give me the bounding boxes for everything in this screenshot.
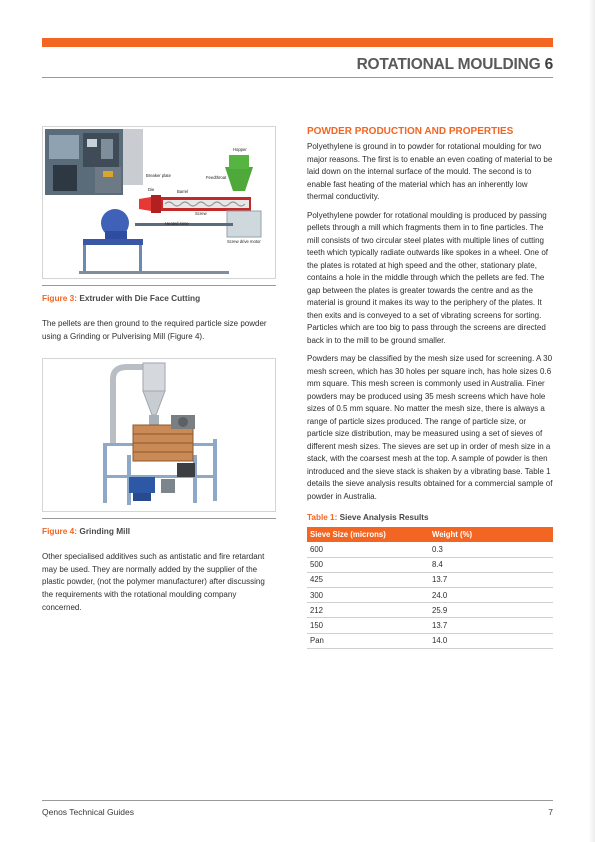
header-section-name: ROTATIONAL MOULDING [356, 56, 541, 73]
figure-4-caption [42, 519, 276, 543]
label-hopper: Hopper [233, 147, 247, 152]
figure-3-caption [42, 286, 276, 310]
table-row [307, 618, 553, 633]
table-header-sieve-size: Sieve Size (microns) [307, 527, 429, 542]
grinding-mill-illustration [43, 359, 275, 511]
footer-page-number: 7 [548, 807, 553, 817]
left-column [42, 126, 276, 614]
table-cell-weight: 8.4 [429, 557, 553, 572]
figure-4-image [42, 358, 276, 512]
table-cell-weight: 0.3 [429, 542, 553, 557]
table-header-row [307, 527, 553, 542]
figure-3-label: Figure 3: [42, 293, 78, 303]
right-column [307, 126, 553, 649]
table-row [307, 633, 553, 648]
table-row [307, 603, 553, 618]
table-cell-sieve: Pan [307, 633, 429, 648]
table-cell-sieve: 500 [307, 557, 429, 572]
page-header-title [357, 56, 553, 74]
table-header-weight: Weight (%) [429, 527, 553, 542]
table-cell-weight: 14.0 [429, 633, 553, 648]
section-heading: POWDER PRODUCTION AND PROPERTIES [307, 126, 514, 137]
page-edge-shadow [589, 0, 595, 842]
figure-4-caption-text: Grinding Mill [79, 526, 131, 537]
extruder-photo-illustration [43, 127, 275, 278]
table-cell-sieve: 600 [307, 542, 429, 557]
label-barrel: Barrel [177, 189, 189, 194]
section-paragraph-3: Powders may be classified by the mesh size used for screening. A 30 mesh screen, which has 30 holes per square inch, has hole sizes 0.6 mm square. This mesh screen is commonly used in Australia. Finer powders may be produced using 35 mesh screens which have hole sizes of 0.5 mm square. No matter the mesh size, there is always a range of particle sizes produced. The range of particle size, or particle size distribution, may be measured using a set of sieves of different mesh sizes. The sieves are set up in order of mesh size in a stack, with the coarsest mesh at the top. A sample of powder is then introduced and the sieve stack is shaken by a vibrating base. Table 1 details the sieve analysis results obtained for a commercial sample of powder in Australia. [307, 354, 553, 501]
table-cell-weight: 25.9 [429, 603, 553, 618]
table-cell-sieve: 212 [307, 603, 429, 618]
header-divider [42, 77, 553, 78]
section-paragraph-1: Polyethylene is ground in to powder for rotational moulding for two major reasons. The first is to enable an even coating of material to be laid down on the internal surface of the mould. The second is to enable fast heating of the material which has an inherently low thermal conductivity. [307, 142, 553, 201]
left-paragraph-1: The pellets are then ground to the required particle size powder using a Grinding or Pulverising Mill (Figure 4). [42, 319, 267, 341]
table-cell-sieve: 150 [307, 618, 429, 633]
label-drive-motor: Screw drive motor [227, 239, 261, 244]
table-cell-weight: 24.0 [429, 588, 553, 603]
table-caption [307, 513, 553, 522]
footer-publication-name: Qenos Technical Guides [42, 807, 134, 817]
table-cell-weight: 13.7 [429, 572, 553, 587]
top-accent-bar [42, 38, 553, 47]
table-row [307, 572, 553, 587]
table-cell-sieve: 300 [307, 588, 429, 603]
table-cell-sieve: 425 [307, 572, 429, 587]
table-row [307, 588, 553, 603]
label-breaker: Breaker plate [146, 173, 171, 178]
table-cell-weight: 13.7 [429, 618, 553, 633]
figure-3-caption-text: Extruder with Die Face Cutting [79, 293, 201, 303]
label-screw: Screw [195, 211, 207, 216]
label-heated-zone: Heated zone [165, 221, 189, 226]
table-row [307, 557, 553, 572]
label-die: Die [148, 187, 155, 192]
label-feedthroat: Feedthroat [206, 175, 227, 180]
figure-4-label: Figure 4: [42, 526, 78, 537]
footer-divider [42, 800, 553, 801]
table-title-text: Sieve Analysis Results [339, 513, 429, 522]
header-page-number: 6 [544, 56, 553, 73]
sieve-analysis-table [307, 527, 553, 649]
table-row [307, 542, 553, 557]
left-paragraph-2: Other specialised additives such as antistatic and fire retardant may be used. They are normally added by the supplier of the plastic powder, (not the polymer manufacturer) after discussing the requirements with the rotational moulding company concerned. [42, 552, 265, 612]
section-paragraph-2: Polyethylene powder for rotational moulding is produced by passing pellets through a mill which fragments them in to fine particles. The mill consists of two circular steel plates with multiple lines of cutting teeth which typically radiate outwards like spokes in a wheel. One of the plates is rotated at high speed and the other, stationary plate, contains a hole in the middle through which the pellets are fed. The gap between the plates is greater towards the centre and as the material is ground it makes its way to the periphery of the plates. It then exits and is conveyed to a set of vibrating screens for sorting. Particles which are too big to pass through the screens are directed back in to the mill to be ground smaller. [307, 210, 549, 345]
table-label: Table 1: [307, 513, 338, 522]
figure-3-image [42, 126, 276, 279]
